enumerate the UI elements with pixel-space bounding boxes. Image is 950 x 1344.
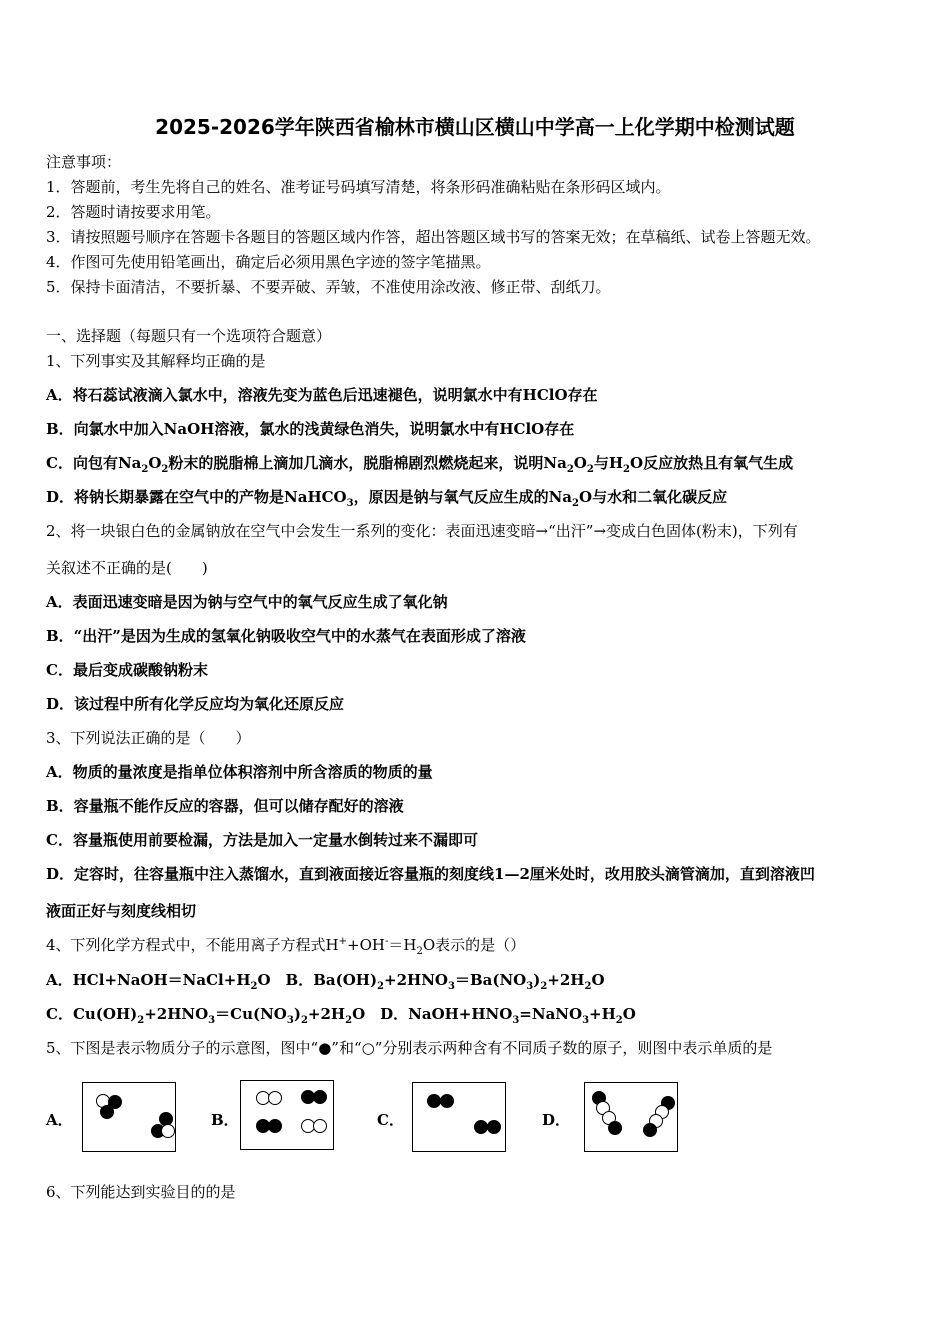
notice-item: 1．答题前，考生先将自己的姓名、准考证号码填写清楚，将条形码准确粘贴在条形码区域内。: [46, 178, 671, 196]
q1-option-c: C．向包有$Na_2O_2$粉末的脱脂棉上滴加几滴水，脱脂棉剧烈燃烧起来，说明$Na_2O_2$与$H_2O$反应放热且有氧气生成: [46, 454, 794, 475]
q3-option-d: D．定容时，往容量瓶中注入蒸馏水，直到液面接近容量瓶的刻度线1—2厘米处时，改用胶头滴管滴加，直到溶液凹: [46, 865, 815, 883]
q2-option-c: C．最后变成碳酸钠粉末: [46, 661, 208, 679]
page-title: 2025-2026学年陕西省榆林市横山区横山中学高一上化学期中检测试题: [155, 115, 795, 139]
black-atom: [440, 1094, 454, 1108]
q6-stem: 6、下列能达到实验目的的是: [46, 1183, 236, 1201]
q1-option-b: B．向氯水中加入NaOH溶液，氯水的浅黄绿色消失，说明氯水中有HClO存在: [46, 420, 575, 438]
q1-option-a: A．将石蕊试液滴入氯水中，溶液先变为蓝色后迅速褪色，说明氯水中有HClO存在: [46, 386, 598, 404]
white-atom: [161, 1124, 175, 1138]
black-atom: [100, 1105, 114, 1119]
white-atom: [313, 1119, 327, 1133]
notice-item: 4．作图可先使用铅笔画出，确定后必须用黑色字迹的签字笔描黑。: [46, 253, 491, 271]
q5-label-d: D．: [542, 1111, 571, 1129]
q3-stem: 3、下列说法正确的是（ ）: [46, 729, 251, 747]
black-atom: [608, 1121, 622, 1135]
q4-options-cd: C．$Cu(OH)_2+2HNO_3=Cu(NO_3)_2+2H_2O$ D．$NaOH+HNO_3=NaNO_3+H_2O$: [46, 1005, 636, 1026]
notice-item: 3．请按照题号顺序在答题卡各题目的答题区域内作答，超出答题区域书写的答案无效；在草稿纸、试卷上答题无效。: [46, 228, 821, 246]
q5-label-b: B．: [211, 1111, 239, 1129]
black-atom: [427, 1094, 441, 1108]
q5-stem: 5、下图是表示物质分子的示意图，图中“●”和“○”分别表示两种含有不同质子数的原子，则图中表示单质的是: [46, 1039, 773, 1057]
black-atom: [313, 1090, 327, 1104]
q1-stem: 1、下列事实及其解释均正确的是: [46, 352, 266, 370]
section-heading: 一、选择题（每题只有一个选项符合题意）: [46, 327, 332, 345]
q4-stem: 4、下列化学方程式中，不能用离子方程式$H^++OH^-=H_2O$表示的是（）: [46, 936, 526, 957]
notice-item: 2．答题时请按要求用笔。: [46, 203, 221, 221]
q5-label-c: C．: [377, 1111, 404, 1129]
black-atom: [474, 1120, 488, 1134]
black-atom: [643, 1123, 657, 1137]
notice-item: 5．保持卡面清洁，不要折暴、不要弄破、弄皱，不准使用涂改液、修正带、刮纸刀。: [46, 278, 611, 296]
q5-figure-a: [82, 1082, 176, 1152]
q5-label-a: A．: [46, 1111, 73, 1129]
q5-figure-d: [584, 1082, 678, 1152]
q5-figure-c: [412, 1082, 506, 1152]
q3-option-c: C．容量瓶使用前要检漏，方法是加入一定量水倒转过来不漏即可: [46, 831, 478, 849]
q1-option-d: D．将钠长期暴露在空气中的产物是NaHCO$_3$，原因是钠与氧气反应生成的$Na_2O$与水和二氧化碳反应: [46, 488, 728, 509]
black-atom: [487, 1120, 501, 1134]
q2-option-a: A．表面迅速变暗是因为钠与空气中的氧气反应生成了氧化钠: [46, 593, 448, 611]
q4-options-ab: A．$HCl+NaOH=NaCl+H_2O$ B．$Ba(OH)_2+2HNO_3=Ba(NO_3)_2+2H_2O$: [46, 971, 605, 992]
q2-stem: 2、将一块银白色的金属钠放在空气中会发生一系列的变化：表面迅速变暗→“出汗”→变成白色固体(粉末)，下列有: [46, 522, 798, 540]
q2-option-b: B．“出汗”是因为生成的氢氧化钠吸收空气中的水蒸气在表面形成了溶液: [46, 627, 526, 645]
white-atom: [268, 1091, 282, 1105]
q3-option-b: B．容量瓶不能作反应的容器，但可以储存配好的溶液: [46, 797, 404, 815]
notice-heading: 注意事项：: [46, 153, 122, 171]
q3-option-a: A．物质的量浓度是指单位体积溶剂中所含溶质的物质的量: [46, 763, 433, 781]
q5-figure-b: [240, 1080, 334, 1150]
q2-option-d: D．该过程中所有化学反应均为氧化还原反应: [46, 695, 345, 713]
q2-stem-cont: 关叙述不正确的是( ): [46, 559, 208, 577]
black-atom: [268, 1119, 282, 1133]
q3-option-d-cont: 液面正好与刻度线相切: [46, 902, 197, 920]
